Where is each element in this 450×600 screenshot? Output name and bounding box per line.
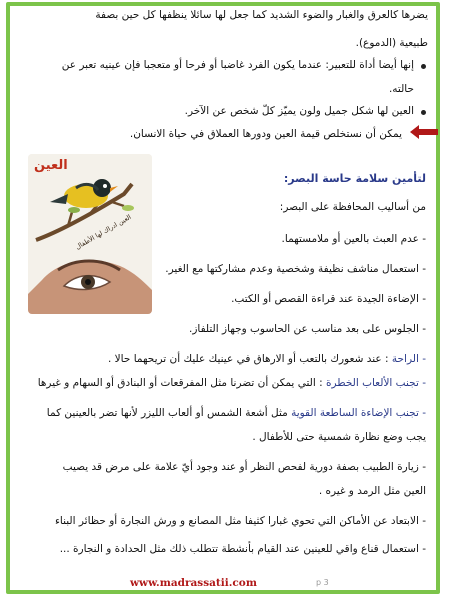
light-tip-line-2: يجب وضع نظارة شمسية حتى للأطفال . xyxy=(252,431,426,443)
light-text: مثل أشعة الشمس أو ألعاب الليزر لأنها تضر بالعينين كما xyxy=(46,407,288,419)
book-title: العين xyxy=(34,158,68,173)
rest-text: : عند شعورك بالتعب أو الارهاق في عينيك عليك أن تريحهما حالا . xyxy=(108,353,389,365)
tip-item: - الإضاءة الجيدة عند قراءة القصص أو الكتب. xyxy=(231,293,426,305)
light-tip xyxy=(47,406,426,420)
rest-label: - الراحة xyxy=(391,353,426,365)
point-1-line-2: حالته. xyxy=(388,83,414,95)
tip-item: - الجلوس على بعد مناسب عن الحاسوب وجهاز التلفاز. xyxy=(188,323,426,335)
intro-line-2: طبيعية (الدموع). xyxy=(355,37,428,49)
conclusion-text: يمكن أن نستخلص قيمة العين ودورها العملاق في حياة الانسان. xyxy=(129,128,402,140)
danger-label: - تجنب الألعاب الخطرة xyxy=(325,377,426,389)
book-caption: العين ادراك لها الأطفال xyxy=(74,212,133,252)
page-number: p 3 xyxy=(316,578,329,587)
point-2: العين لها شكل جميل ولون يميّز كلّ شخص عن الآخر. xyxy=(184,105,414,117)
light-label: - تجنب الإضاءة الساطعة القوية xyxy=(291,407,426,419)
footer-url[interactable]: www.madrassatii.com xyxy=(130,577,257,589)
section-title: لتأمين سلامة حاسة البصر: xyxy=(283,172,426,185)
danger-text: : التي يمكن أن تضرنا مثل المفرقعات أو البنادق أو السهام و غيرها xyxy=(37,377,323,389)
tip-item: - استعمال مناشف نظيفة وشخصية وعدم مشاركتها مع الغير. xyxy=(165,263,426,275)
danger-tip xyxy=(38,376,426,390)
doctor-tip-line-1: - زيارة الطبيب بصفة دورية لفحص النظر أو عند وجود أيّ علامة على مرض قد يصيب xyxy=(62,461,426,473)
bullet-dot xyxy=(421,110,426,115)
tip-item: - عدم العبث بالعين أو ملامستهما. xyxy=(281,233,426,245)
intro-line-1: يضرها كالعرق والغبار والضوء الشديد كما جعل لها سائلا ينظفها كل حين بصفة xyxy=(95,9,428,21)
bullet-dot xyxy=(421,64,426,69)
mask-tip: - استعمال قناع واقي للعينين عند القيام بأنشطة تتطلب ذلك مثل الحدادة و النجارة ... xyxy=(59,543,426,555)
book-cover-image xyxy=(28,154,152,314)
arrow-left-icon xyxy=(410,125,438,139)
rest-tip xyxy=(108,352,426,366)
avoid-tip: - الابتعاد عن الأماكن التي تحوي غبارا كثيفا مثل المصانع و ورش النجارة أو حظائر البناء xyxy=(54,515,426,527)
point-1-line-1: إنها أيضا أداة للتعبير: عندما يكون الفرد غاضبا أو فرحا أو متعجبا فإن عينيه تعبر عن xyxy=(61,59,414,71)
doctor-tip-line-2: العين مثل الرمد و غيره . xyxy=(318,485,426,497)
section-subtitle: من أساليب المحافظة على البصر: xyxy=(279,201,426,213)
